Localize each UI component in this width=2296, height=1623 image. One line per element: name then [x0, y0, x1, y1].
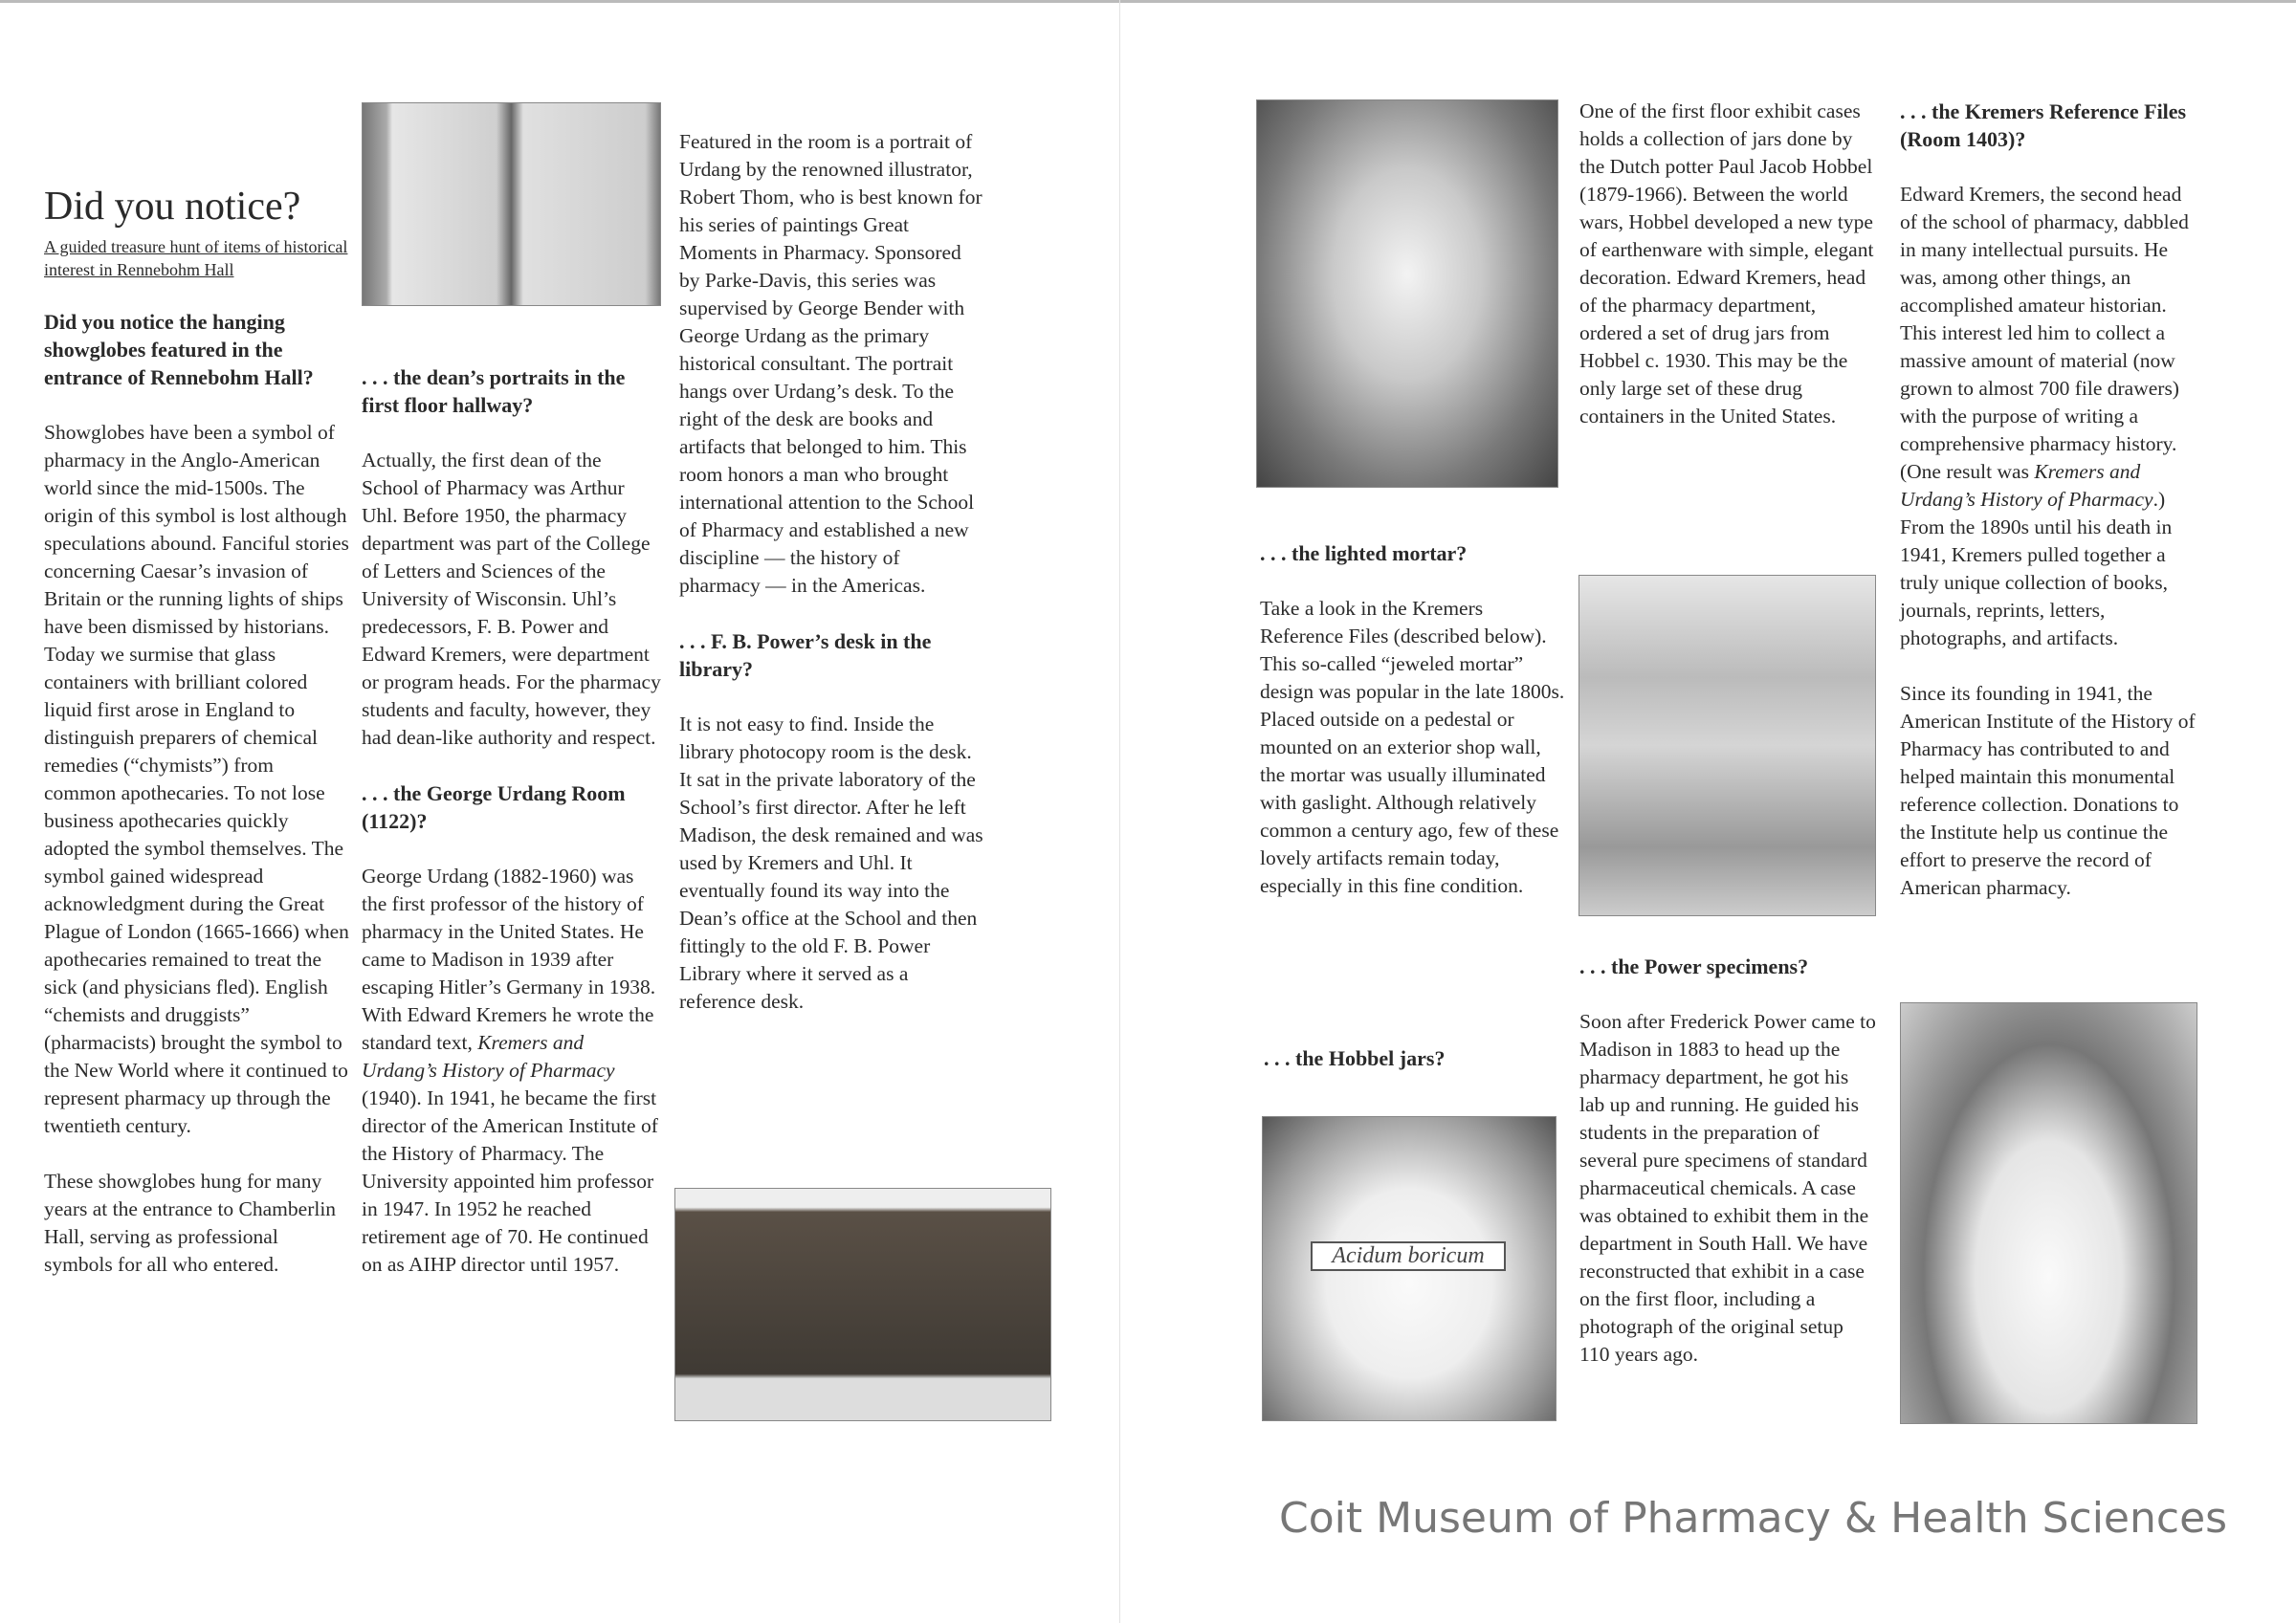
- hobbel-jar-photo: [1262, 1116, 1556, 1421]
- section-urdang-cont: [679, 128, 985, 1043]
- section-kremers: [1900, 98, 2201, 930]
- page-fold: [1119, 0, 1120, 1623]
- heading-portraits: . . . the dean’s portraits in the first floor hallway?: [362, 365, 626, 417]
- page-edge: [0, 0, 2296, 3]
- text-urdang-1: [362, 863, 663, 1279]
- text-hobbel: One of the first floor exhibit cases holds a collection of jars done by the Dutch potter Paul Jacob Hobbel (1879-1966). Between the world wars, Hobbel developed a new type of earthenware with simple, elegant decoration. Edward Kremers, head of the pharmacy department, ordered a set of drug jars from Hobbel c. 1930. This may be the only large set of these drug containers in the United States.: [1579, 99, 1874, 428]
- book-title: Kremers and Urdang’s History of Pharmacy: [362, 1031, 615, 1082]
- heading-hobbel-wrap: [1264, 1044, 1551, 1100]
- heading-power: . . . the Power specimens?: [1579, 954, 1809, 978]
- text-span: George Urdang (1882-1960) was the first professor of the history of pharmacy in the United States. He came to Madison in 1939 after escaping Hitler’s Germany in 1938. With Edward Kremers he wrote the standard text,: [362, 865, 656, 1054]
- page-title: Did you notice?: [44, 185, 301, 229]
- heading-showglobes: Did you notice the hanging showglobes featured in the entrance of Rennebohm Hall?: [44, 310, 314, 389]
- text-kremers-1: [1900, 181, 2201, 652]
- text-desk: It is not easy to find. Inside the library photocopy room is the desk. It sat in the private laboratory of the School’s first director. After he left Madison, the desk remained and was used by Kremers and Uhl. It eventually found its way into the Dean’s office at the School and then fittingly to the old F. B. Power Library where it served as a reference desk.: [679, 713, 983, 1013]
- text-showglobes-2: These showglobes hung for many years at the entrance to Chamberlin Hall, serving as professional symbols for all who entered.: [44, 1170, 337, 1276]
- section-portraits: [362, 363, 663, 1306]
- heading-kremers: . . . the Kremers Reference Files (Room 1403)?: [1900, 99, 2187, 151]
- text-span: (1940). In 1941, he became the first director of the American Institute of the History of Pharmacy. The University appointed him professor in 1947. In 1952 he reached retirement age of 70. He continued on as AIHP director until 1957.: [362, 1086, 658, 1276]
- text-span: .) From the 1890s until his death in 1941, Kremers pulled together a truly unique collection of books, journals, reprints, letters, photographs, and artifacts.: [1900, 488, 2173, 649]
- jar-label: Acidum boricum: [1311, 1241, 1506, 1271]
- footer-museum-name: Coit Museum of Pharmacy & Health Sciences: [1279, 1494, 2228, 1543]
- heading-urdang: . . . the George Urdang Room (1122)?: [362, 781, 626, 833]
- power-desk-photo: [674, 1188, 1051, 1421]
- heading-hobbel: . . . the Hobbel jars?: [1264, 1046, 1446, 1070]
- section-power: [1579, 953, 1876, 1396]
- heading-mortar: . . . the lighted mortar?: [1260, 541, 1468, 565]
- section-mortar: [1260, 539, 1566, 928]
- section-hobbel: [1579, 98, 1876, 458]
- text-span: Edward Kremers, the second head of the school of pharmacy, dabbled in many intellectual pursuits. He was, among other things, an accomplished amateur historian. This interest led him to collect a massive amount of material (now grown to almost 700 file drawers) with the purpose of writing a comprehensive pharmacy history. (One result was: [1900, 183, 2189, 483]
- text-kremers-2: Since its founding in 1941, the American Institute of the History of Pharmacy has contributed to and helped maintain this monumental reference collection. Donations to the Institute help us continue the effort to preserve the record of American pharmacy.: [1900, 682, 2196, 899]
- text-portraits: Actually, the first dean of the School of Pharmacy was Arthur Uhl. Before 1950, the pharmacy department was part of the College of Letters and Sciences of the University of Wisconsin. Uhl’s predecessors, F. B. Power and Edward Kremers, were department or program heads. For the pharmacy students and faculty, however, they had dean-like authority and respect.: [362, 449, 661, 749]
- power-specimens-case-photo: [1578, 575, 1876, 916]
- text-power: Soon after Frederick Power came to Madison in 1883 to head up the pharmacy department, he got his lab up and running. He guided his students in the preparation of several pure specimens of standard pharmaceutical chemicals. A case was obtained to exhibit them in the department in South Hall. We have reconstructed that exhibit in a case on the first floor, including a photograph of the original setup 110 years ago.: [1579, 1010, 1876, 1366]
- text-mortar: Take a look in the Kremers Reference Files (described below). This so-called “jeweled mortar” design was popular in the late 1800s. Placed outside on a pedestal or mounted on an exterior shop wall, the mortar was usually illuminated with gaslight. Although relatively common a century ago, few of these lovely artifacts remain today, especially in this fine condition.: [1260, 597, 1565, 897]
- text-urdang-2: Featured in the room is a portrait of Urdang by the renowned illustrator, Robert Thom, who is best known for his series of paintings Great Moments in Pharmacy. Sponsored by Parke-Davis, this series was supervised by George Bender with George Urdang as the primary historical consultant. The portrait hangs over Urdang’s desk. To the right of the desk are books and artifacts that belonged to him. This room honors a man who brought international attention to the School of Pharmacy and established a new discipline — the history of pharmacy — in the Americas.: [679, 130, 982, 597]
- text-showglobes-1: Showglobes have been a symbol of pharmacy in the Anglo-American world since the mid-1500s. The origin of this symbol is lost although speculations abound. Fanciful stories concerning Caesar’s invasion of Britain or the running lights of ships have been dismissed by historians. Today we surmise that glass containers with brilliant colored liquid first arose in England to distinguish preparers of chemical remedies (“chymists”) from common apothecaries. To not lose business apothecaries quickly adopted the symbol themselves. The symbol gained widespread acknowledgment during the Great Plague of London (1665-1666) when apothecaries remained to treat the sick (and physicians fled). English “chemists and druggists” (pharmacists) brought the symbol to the New World where it continued to represent pharmacy up through the twentieth century.: [44, 421, 349, 1137]
- lighted-mortar-photo: [1256, 99, 1558, 488]
- book-title: Kremers and Urdang’s History of Pharmacy: [1900, 460, 2153, 511]
- kremers-apothecary-jar-photo: [1900, 1002, 2197, 1424]
- heading-desk: . . . F. B. Power’s desk in the library?: [679, 629, 932, 681]
- section-showglobes: [44, 308, 350, 1306]
- page-subtitle: A guided treasure hunt of items of historical interest in Rennebohm Hall: [44, 237, 348, 279]
- deans-portraits-photo: [362, 102, 661, 306]
